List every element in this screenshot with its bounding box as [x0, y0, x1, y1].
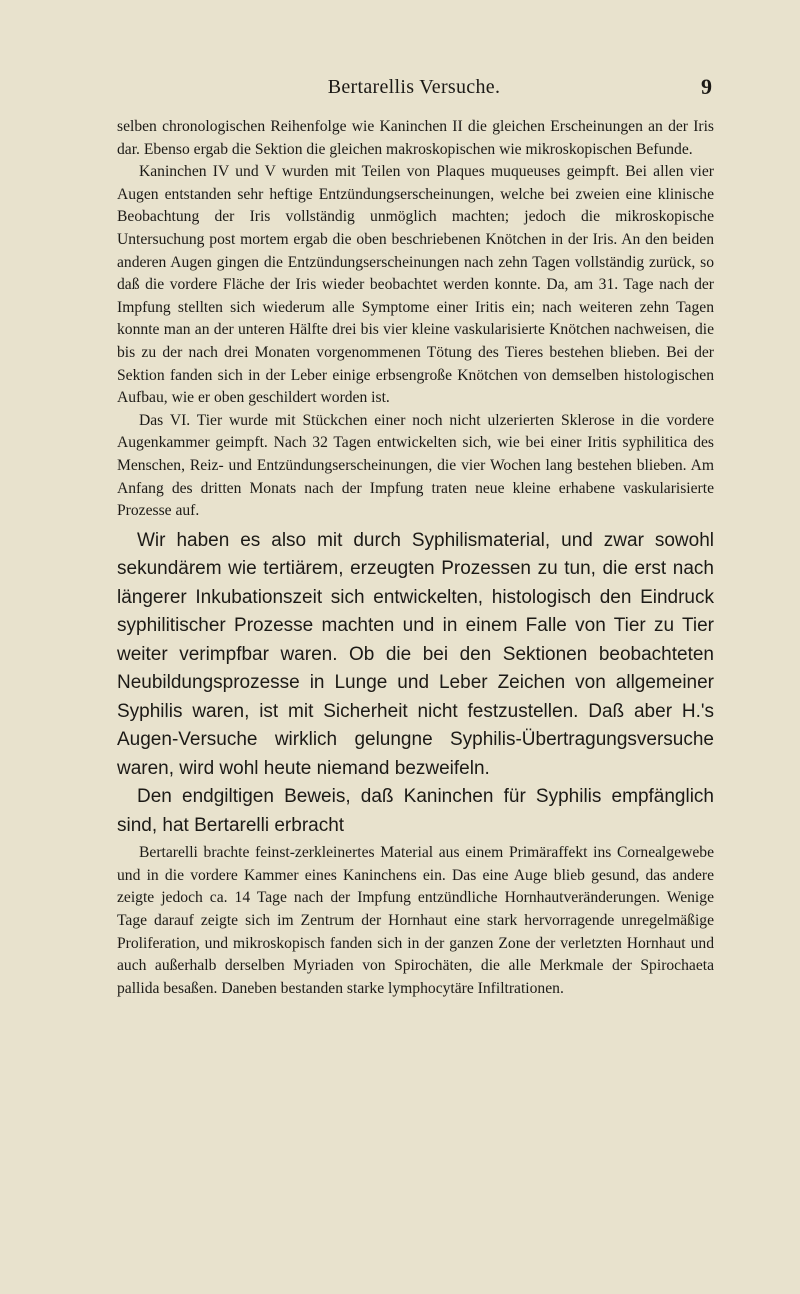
paragraph-kaninchen-iv-v: Kaninchen IV und V wurden mit Teilen von Plaques muqueuses geimpft. Bei allen vier Augen entstanden sehr heftige Entzündungserscheinungen, welche bei zweien eine klinische Beobachtung der Iris vollständig unmöglich machten; jedoch die mikroskopische Untersuchung post mortem ergab die oben beschriebenen Knötchen in der Iris. An den beiden anderen Augen gingen die Entzündungserscheinungen nach zehn Tagen vollständig zurück, so daß die vordere Fläche der Iris wieder beobachtet werden konnte. Da, am 31. Tage nach der Impfung stellten sich wiederum alle Symptome einer Iritis ein; nach weiteren zehn Tagen konnte man an der unteren Hälfte drei bis vier kleine vaskularisierte Knötchen nachweisen, die bis zu der nach drei Monaten vorgenommenen Tötung des Tieres bestehen blieben. Bei der Sektion fanden sich in der Leber einige erbsengroße Knötchen von demselben histologischen Aufbau, wie er oben geschildert worden ist.	[117, 163, 714, 407]
small-print-section	[117, 116, 714, 523]
large-print-section	[117, 527, 714, 841]
paragraph-tier-vi: Das VI. Tier wurde mit Stückchen einer noch nicht ulzerierten Sklerose in die vordere Augenkammer geimpft. Nach 32 Tagen entwickelten sich, wie bei einer Iritis syphilitica des Menschen, Reiz- und Entzündungserscheinungen, die vier Wochen lang bestehen blieben. Am Anfang des dritten Monats nach der Impfung traten neue kleine erhabene vaskularisierte Prozesse auf.	[117, 411, 714, 520]
body-text	[117, 116, 714, 1000]
paragraph-continuation: selben chronologischen Reihenfolge wie Kaninchen II die gleichen Erscheinungen an der Iris dar. Ebenso ergab die Sektion die gleichen makroskopischen wie mikroskopischen Befunde.	[117, 118, 714, 158]
paragraph-bertarelli: Bertarelli brachte feinst-zerkleinertes Material aus einem Primäraffekt ins Cornealgewebe und in die vordere Kammer eines Kaninchens ein. Das eine Auge blieb gesund, das andere zeigte jedoch ca. 14 Tage nach der Impfung entzündliche Hornhautveränderungen. Wenige Tage darauf zeigte sich im Zentrum der Hornhaut eine stark hervorragende unregelmäßige Proliferation, und mikroskopisch fanden sich in der ganzen Zone der verletzten Hornhaut und auch außerhalb derselben Myriaden von Spirochäten, die alle Merkmale der Spirochaeta pallida besaßen. Daneben bestanden starke lymphocytäre Infiltrationen.	[117, 844, 714, 997]
paragraph-beweis: Den endgiltigen Beweis, daß Kaninchen für Syphilis empfänglich sind, hat Bertarelli erbracht	[117, 786, 714, 836]
small-print-tail-section	[117, 842, 714, 1000]
page-number: 9	[701, 74, 712, 99]
running-head	[116, 76, 712, 104]
running-title: Bertarellis Versuche.	[327, 76, 501, 98]
paragraph-summary: Wir haben es also mit durch Syphilismaterial, und zwar sowohl sekundärem wie tertiärem, erzeugten Prozessen zu tun, die erst nach längerer Inkubationszeit sich entwickelten, histologisch den Eindruck syphilitischer Prozesse machten und in einem Falle von Tier zu Tier weiter verimpfbar waren. Ob die bei den Sektionen beobachteten Neubildungsprozesse in Lunge und Leber Zeichen von allgemeiner Syphilis waren, ist mit Sicherheit nicht festzustellen. Daß aber H.'s Augen-Versuche wirklich gelungne Syphilis-Übertragungsversuche waren, wird wohl heute niemand bezweifeln.	[117, 529, 714, 779]
